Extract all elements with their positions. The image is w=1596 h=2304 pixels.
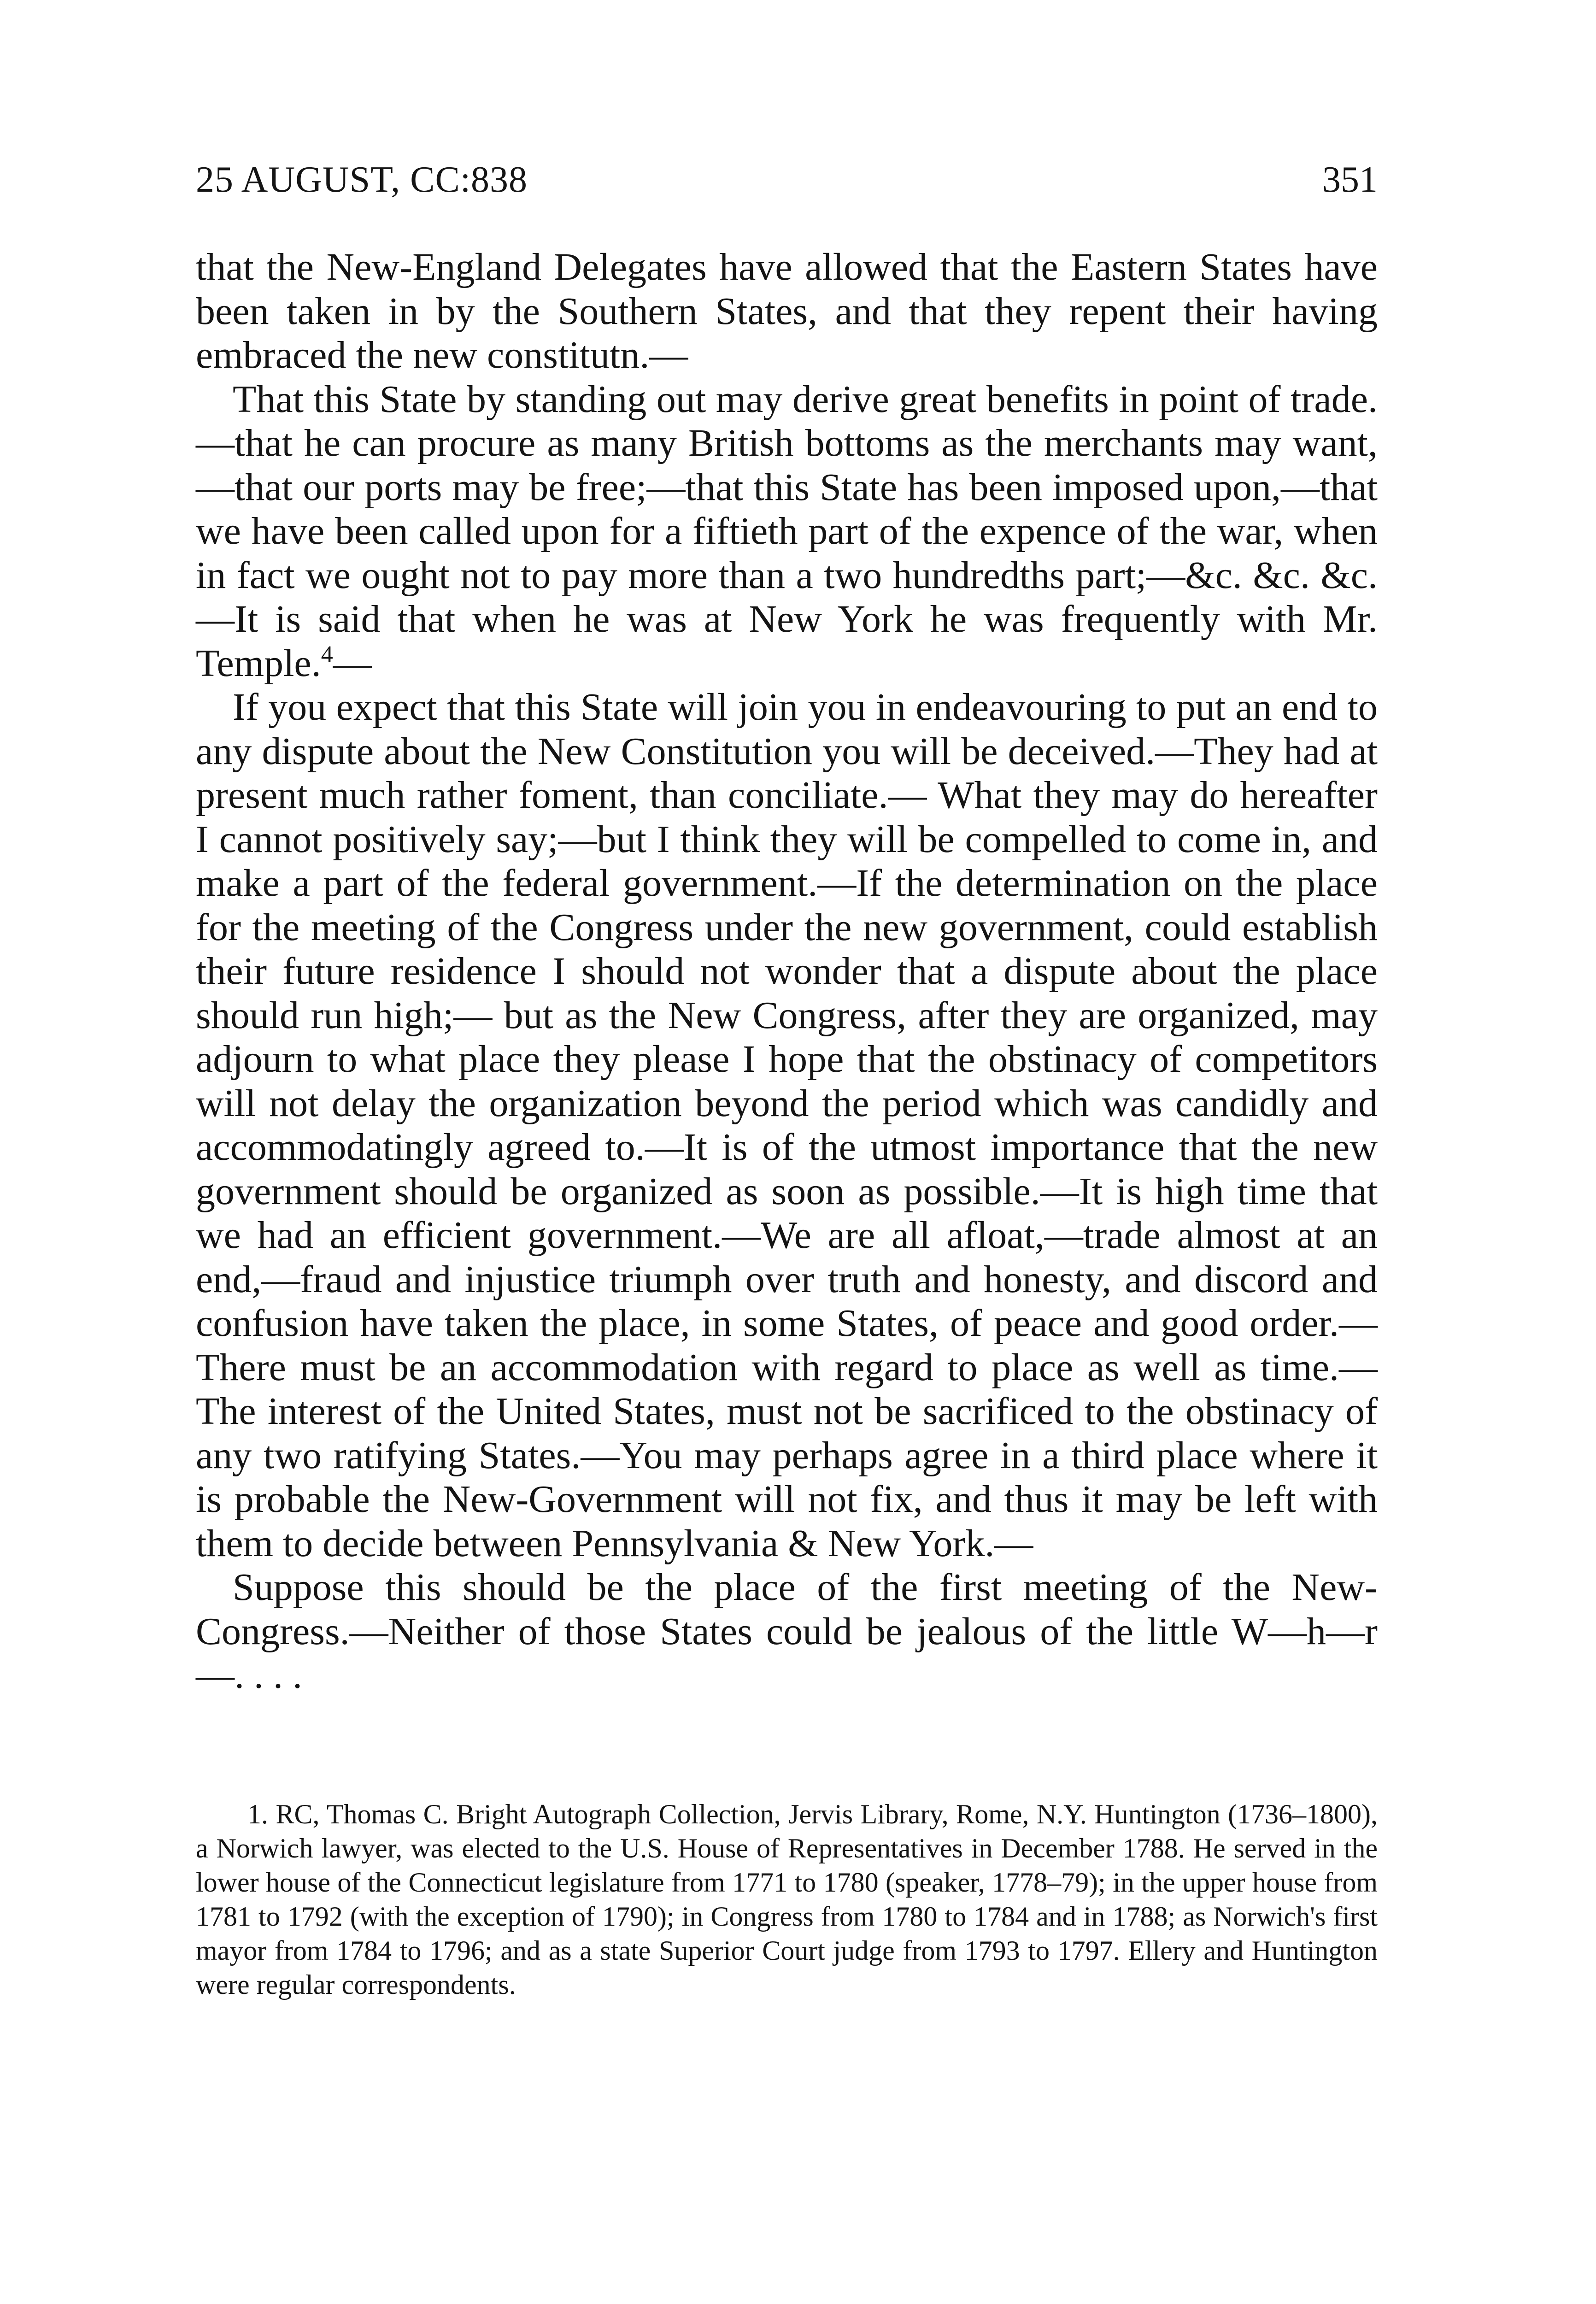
footnote-reference-dash: —	[333, 641, 372, 685]
footnote: 1. RC, Thomas C. Bright Autograph Collection, Jervis Library, Rome, N.Y. Huntington (1736–1800), a Norwich lawyer, was elected to the U.S. House of Representatives in December 1788. He served in the lower house of the Connecticut legislature from 1771 to 1780 (speaker, 1778–79); in the upper house from 1781 to 1792 (with the exception of 1790); in Congress from 1780 to 1784 and in 1788; as Norwich's first mayor from 1784 to 1796; and as a state Superior Court judge from 1793 to 1797. Ellery and Huntington were regular correspondents.	[196, 1799, 1378, 2000]
footnote-reference: 4	[321, 641, 333, 668]
body-paragraph	[196, 377, 1378, 686]
letter-body	[196, 245, 1378, 1698]
body-paragraph-text: That this State by standing out may derive great benefits in point of trade.—that he can procure as many British bottoms as the merchants may want,—that our ports may be free;—that this State has been imposed upon,—that we have been called upon for a fiftieth part of the expence of the war, when in fact we ought not to pay more than a two hundredths part;—&c. &c. &c.—It is said that when he was at New York he was frequently with Mr. Temple.	[196, 377, 1378, 685]
body-paragraph: Suppose this should be the place of the first meeting of the New-Congress.—Neither of those States could be jealous of the little W—h—r—. . . .	[196, 1566, 1378, 1697]
body-paragraph: that the New-England Delegates have allowed that the Eastern States have been taken in by the Southern States, and that they repent their having embraced the new constitutn.—	[196, 246, 1378, 376]
running-head	[196, 154, 1378, 205]
running-head-date-citation: 25 AUGUST, CC:838	[196, 159, 528, 200]
body-paragraph: If you expect that this State will join you in endeavouring to put an end to any dispute about the New Constitution you will be deceived.—They had at present much rather foment, than conciliate.— What they may do hereafter I cannot positively say;—but I think they will be compelled to come in, and make a part of the federal government.—If the determination on the place for the meeting of the Congress under the new government, could establish their future residence I should not wonder that a dispute about the place should run high;— but as the New Congress, after they are organized, may adjourn to what place they please I hope that the obstinacy of competitors will not delay the organization beyond the period which was candidly and accommodatingly agreed to.—It is of the utmost importance that the new government should be organized as soon as possible.—It is high time that we had an efficient government.—We are all afloat,—trade almost at an end,—fraud and injustice triumph over truth and honesty, and discord and confusion have taken the place, in some States, of peace and good order.—There must be an accommodation with regard to place as well as time.—The interest of the United States, must not be sacrificed to the obstinacy of any two ratifying States.—You may perhaps agree in a third place where it is probable the New-Government will not fix, and thus it may be left with them to decide between Pennsylvania & New York.—	[196, 686, 1378, 1565]
footnotes	[196, 1797, 1378, 2002]
page-number: 351	[1322, 159, 1378, 200]
